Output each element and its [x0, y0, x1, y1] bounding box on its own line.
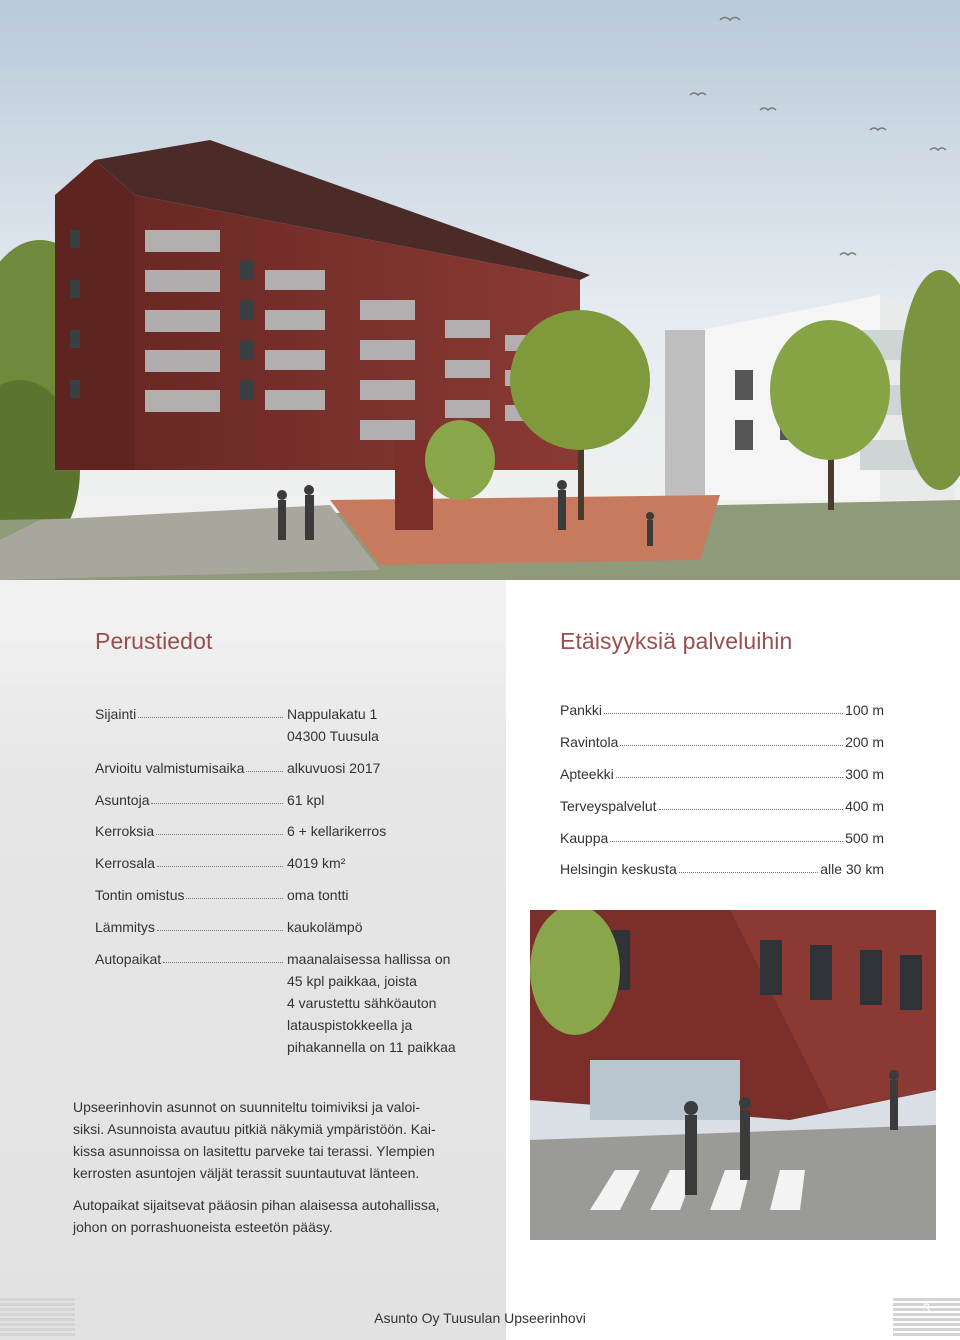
- basics-heading: Perustiedot: [95, 628, 213, 654]
- basics-label: Kerrosala: [95, 855, 155, 871]
- basics-value: 61 kpl: [287, 792, 325, 808]
- distance-value: alle 30 km: [820, 861, 884, 877]
- distance-label: Kauppa: [560, 830, 609, 846]
- description-line: Upseerinhovin asunnot on suunniteltu toimiviksi ja valoi-: [73, 1099, 421, 1115]
- distance-row: [560, 858, 884, 880]
- basics-label: Asuntoja: [95, 792, 150, 808]
- distance-label: Helsingin keskusta: [560, 861, 677, 877]
- description-line: johon on porrashuoneista esteetön pääsy.: [73, 1219, 333, 1235]
- description-paragraph: [73, 1096, 493, 1184]
- distance-row: [560, 827, 884, 849]
- basics-row: [95, 884, 285, 906]
- basics-value: 04300 Tuusula: [287, 728, 379, 744]
- distance-value: 100 m: [845, 702, 884, 718]
- basics-value: 6 + kellarikerros: [287, 823, 387, 839]
- basics-row: [95, 916, 285, 938]
- basics-value: maanalaisessa hallissa on: [287, 951, 451, 967]
- description-paragraph: [73, 1194, 493, 1238]
- basics-value: oma tontti: [287, 887, 349, 903]
- description-line: Autopaikat sijaitsevat pääosin pihan alaisessa autohallissa,: [73, 1197, 440, 1213]
- description-line: siksi. Asunnoista avautuu pitkiä näkymiä ympäristöön. Kai-: [73, 1121, 436, 1137]
- description-line: kerrosten asuntojen väljät terassit suuntautuvat länteen.: [73, 1165, 420, 1181]
- distances-heading: Etäisyyksiä palveluihin: [560, 628, 793, 654]
- distance-row: [560, 699, 884, 721]
- street-view-rendering: [530, 910, 936, 1240]
- distance-value: 200 m: [845, 734, 884, 750]
- distance-row: [560, 731, 884, 753]
- basics-row: [95, 948, 285, 970]
- distance-value: 500 m: [845, 830, 884, 846]
- distance-row: [560, 763, 884, 785]
- distance-label: Apteekki: [560, 766, 614, 782]
- basics-label: Sijainti: [95, 706, 137, 722]
- basics-label: Autopaikat: [95, 951, 162, 967]
- distance-label: Ravintola: [560, 734, 619, 750]
- basics-row: [95, 703, 285, 725]
- basics-label: Tontin omistus: [95, 887, 185, 903]
- parking-line: pihakannella on 11 paikkaa: [287, 1039, 456, 1055]
- distance-label: Pankki: [560, 702, 603, 718]
- parking-line: latauspistokkeella ja: [287, 1017, 413, 1033]
- basics-row: [95, 757, 285, 779]
- basics-value: Nappulakatu 1: [287, 706, 378, 722]
- basics-row: [95, 852, 285, 874]
- basics-value: kaukolämpö: [287, 919, 363, 935]
- basics-label: Kerroksia: [95, 823, 155, 839]
- basics-row: [95, 820, 285, 842]
- footer-title: Asunto Oy Tuusulan Upseerinhovi: [374, 1310, 586, 1326]
- distance-value: 400 m: [845, 798, 884, 814]
- parking-line: 4 varustettu sähköauton: [287, 995, 437, 1011]
- page-number: 3: [922, 1300, 931, 1316]
- basics-label: Arvioitu valmistumisaika: [95, 760, 245, 776]
- basics-label: Lämmitys: [95, 919, 155, 935]
- distance-row: [560, 795, 884, 817]
- parking-line: 45 kpl paikkaa, joista: [287, 973, 417, 989]
- distance-value: 300 m: [845, 766, 884, 782]
- hero-architectural-rendering: [0, 0, 960, 580]
- basics-value: alkuvuosi 2017: [287, 760, 381, 776]
- distance-label: Terveyspalvelut: [560, 798, 657, 814]
- basics-value: 4019 km²: [287, 855, 346, 871]
- basics-row: [95, 789, 285, 811]
- description-text: [73, 1096, 493, 1248]
- description-line: kissa asunnoissa on lasitettu parveke tai terassi. Ylempien: [73, 1143, 435, 1159]
